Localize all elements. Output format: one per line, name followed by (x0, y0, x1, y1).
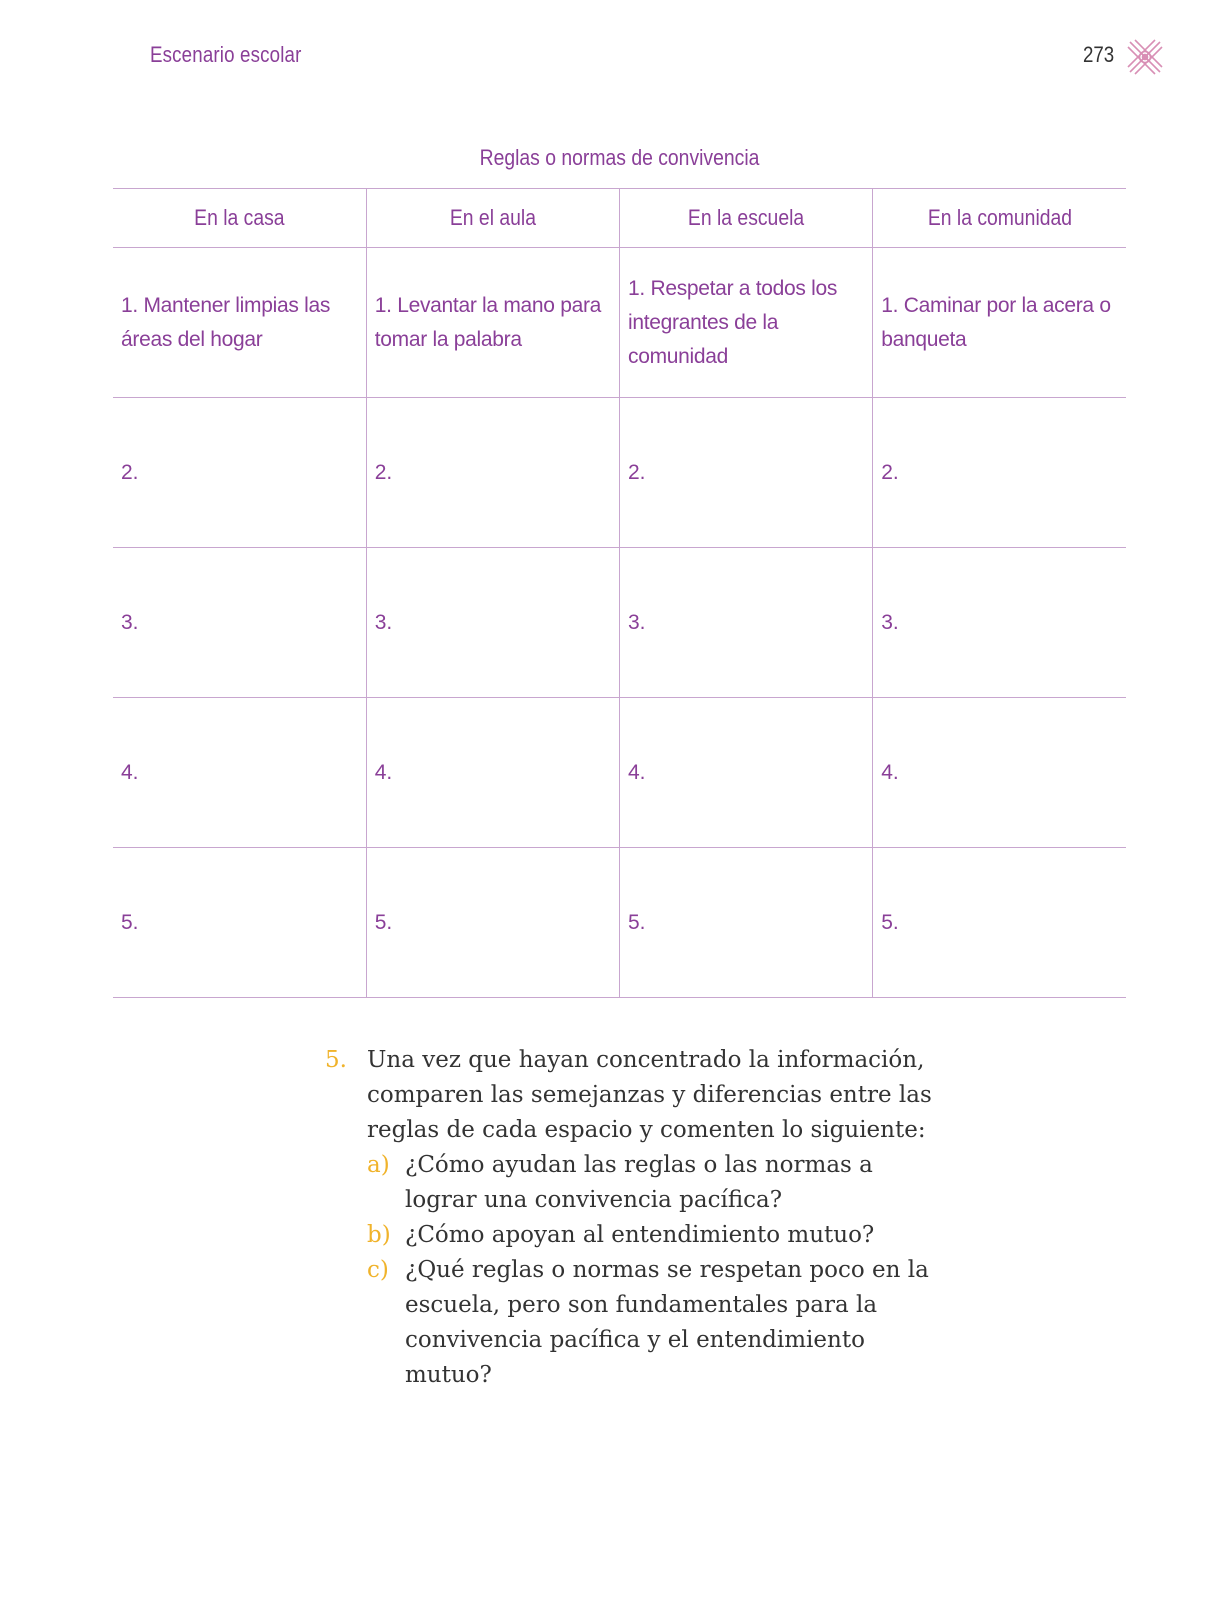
table-cell[interactable]: 1. Caminar por la acera o banqueta (873, 248, 1126, 398)
activity-item (325, 1043, 945, 1393)
sub-question (367, 1148, 945, 1218)
table-cell[interactable]: 3. (366, 548, 619, 698)
table-cell[interactable]: 3. (620, 548, 873, 698)
rules-table (113, 188, 1126, 998)
decorative-ornament-icon (1126, 38, 1164, 76)
table-cell[interactable]: 5. (113, 848, 366, 998)
table-title: Reglas o normas de convivencia (479, 145, 760, 170)
page-number: 273 (1083, 42, 1115, 67)
column-header-casa: En la casa (113, 189, 366, 248)
table-cell[interactable]: 2. (366, 398, 619, 548)
table-cell[interactable]: 5. (873, 848, 1126, 998)
table-cell[interactable]: 1. Respetar a todos los integrantes de la comunidad (620, 248, 873, 398)
column-header-aula: En el aula (366, 189, 619, 248)
sub-question-text: ¿Qué reglas o normas se respetan poco en la escuela, pero son fundamentales para la convivencia pacífica y el entendimiento mutuo? (405, 1257, 929, 1388)
column-header-escuela: En la escuela (620, 189, 873, 248)
table-cell[interactable]: 4. (366, 698, 619, 848)
table-cell[interactable]: 4. (113, 698, 366, 848)
sub-question-letter: c) (367, 1257, 389, 1283)
table-cell[interactable]: 2. (620, 398, 873, 548)
table-cell[interactable]: 2. (113, 398, 366, 548)
table-cell[interactable]: 3. (873, 548, 1126, 698)
table-row (113, 398, 1126, 548)
column-header-comunidad: En la comunidad (873, 189, 1126, 248)
activity-block (325, 1043, 945, 1393)
section-title: Escenario escolar (150, 42, 302, 67)
sub-question (367, 1218, 945, 1253)
table-row (113, 548, 1126, 698)
sub-question-letter: b) (367, 1222, 391, 1248)
table-cell[interactable]: 1. Levantar la mano para tomar la palabra (366, 248, 619, 398)
sub-question-text: ¿Cómo apoyan al entendimiento mutuo? (405, 1222, 875, 1248)
sub-question-letter: a) (367, 1152, 390, 1178)
activity-instruction: Una vez que hayan concentrado la información, comparen las semejanzas y diferencias entre las reglas de cada espacio y comenten lo siguiente: (367, 1047, 932, 1143)
activity-number: 5. (325, 1047, 347, 1073)
table-cell[interactable]: 5. (620, 848, 873, 998)
table-cell[interactable]: 4. (873, 698, 1126, 848)
table-header-row (113, 189, 1126, 248)
table-cell[interactable]: 3. (113, 548, 366, 698)
table-cell[interactable]: 1. Mantener limpias las áreas del hogar (113, 248, 366, 398)
table-cell[interactable]: 2. (873, 398, 1126, 548)
table-row (113, 848, 1126, 998)
sub-question-text: ¿Cómo ayudan las reglas o las normas a lograr una convivencia pacífica? (405, 1152, 873, 1213)
table-cell[interactable]: 5. (366, 848, 619, 998)
table-cell[interactable]: 4. (620, 698, 873, 848)
table-row (113, 698, 1126, 848)
table-row (113, 248, 1126, 398)
sub-question (367, 1253, 945, 1393)
